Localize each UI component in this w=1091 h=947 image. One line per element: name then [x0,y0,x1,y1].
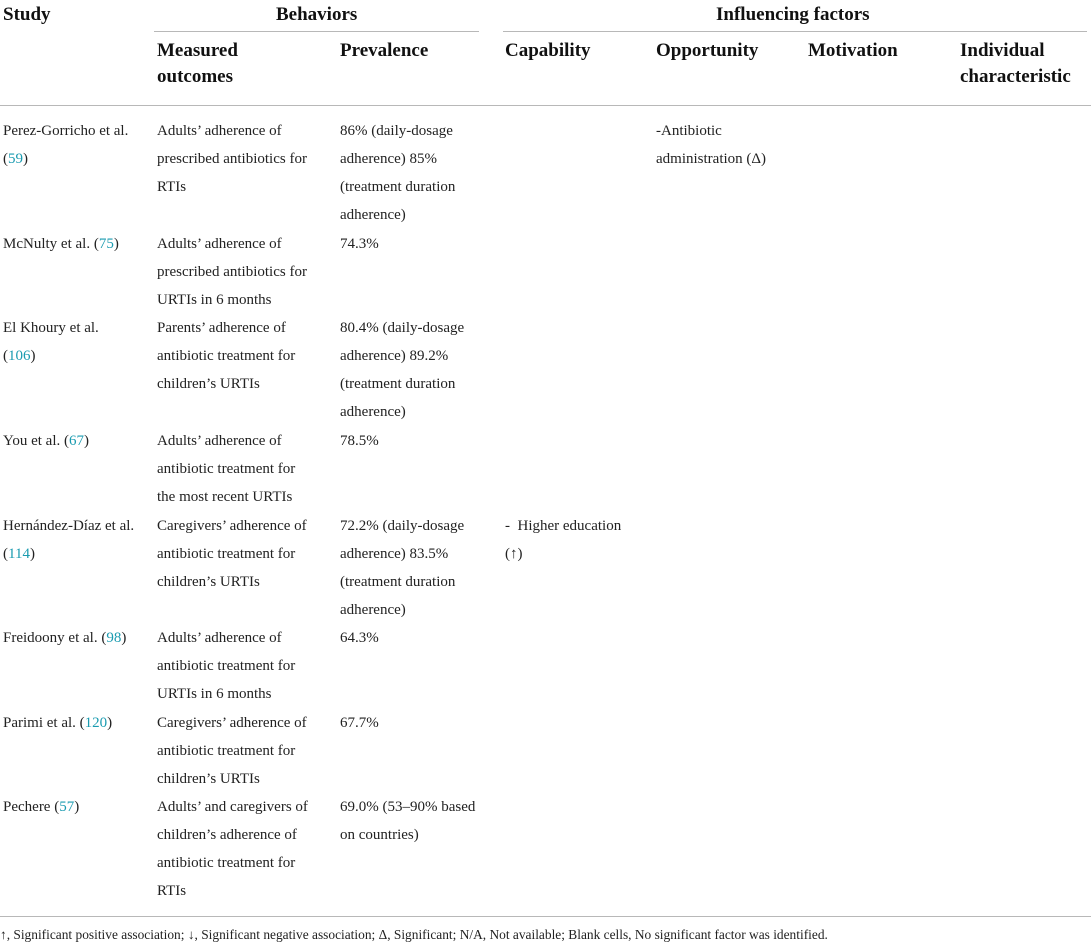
header-behaviors: Behaviors [276,4,358,25]
header-motivation: Motivation [808,40,898,61]
measured-outcome-cell: Adults’ adherence of prescribed antibiotics for URTIs in 6 months [157,236,307,308]
opportunity-cell: -Antibiotic administration (Δ) [656,123,767,167]
header-capability: Capability [505,40,591,61]
study-cell: Parimi et al. (120) [3,715,113,731]
header-study: Study [3,4,51,25]
reference-link[interactable]: 67 [68,433,84,449]
header-prevalence: Prevalence [340,40,429,61]
study-cell: Pechere (57) [3,799,80,815]
measured-outcome-cell: Adults’ adherence of prescribed antibiotics for RTIs [157,123,307,195]
prevalence-cell: 86% (daily-dosage adherence) 85% (treatment duration adherence) [340,123,456,223]
reference-link[interactable]: 98 [106,630,122,646]
measured-outcome-cell: Adults’ adherence of antibiotic treatment for the most recent URTIs [157,433,296,505]
reference-link[interactable]: 59 [8,151,23,167]
influencing-rule [503,31,1087,32]
capability-cell: - Higher education (↑) [505,518,625,562]
study-cell: Perez-Gorricho et al. (59) [3,123,129,167]
prevalence-cell: 67.7% [340,715,379,731]
reference-link[interactable]: 120 [84,715,108,731]
header-opportunity: Opportunity [656,40,759,61]
study-cell: You et al. (67) [3,433,89,449]
reference-link[interactable]: 114 [8,546,30,562]
header-measured-outcomes: Measured outcomes [157,40,238,87]
prevalence-cell: 72.2% (daily-dosage adherence) 83.5% (treatment duration adherence) [340,518,465,618]
measured-outcome-cell: Caregivers’ adherence of antibiotic treatment for children’s URTIs [157,518,307,590]
prevalence-cell: 69.0% (53–90% based on countries) [340,799,476,843]
prevalence-cell: 74.3% [340,236,379,252]
measured-outcome-cell: Caregivers’ adherence of antibiotic treatment for children’s URTIs [157,715,307,787]
reference-link[interactable]: 57 [59,799,75,815]
measured-outcome-cell: Adults’ and caregivers of children’s adherence of antibiotic treatment for RTIs [157,799,308,899]
header-individual-characteristic: Individual characteristic [960,40,1071,87]
header-rule [0,105,1091,106]
behaviors-rule [154,31,479,32]
prevalence-cell: 64.3% [340,630,379,646]
table-bottom-rule [0,916,1091,917]
header-influencing-factors: Influencing factors [716,4,870,25]
reference-link[interactable]: 75 [98,236,114,252]
table-footnote: ↑, Significant positive association; ↓, Significant negative association; Δ, Significant; N/A, Not available; Blank cells, No significant factor was identified. [0,927,828,942]
reference-link[interactable]: 106 [8,348,31,364]
study-cell: McNulty et al. (75) [3,236,119,252]
prevalence-cell: 78.5% [340,433,379,449]
study-cell: Freidoony et al. (98) [3,630,127,646]
study-cell: Hernández-Díaz et al. (114) [3,518,135,562]
study-cell: El Khoury et al. (106) [3,320,99,364]
measured-outcome-cell: Adults’ adherence of antibiotic treatment for URTIs in 6 months [157,630,296,702]
measured-outcome-cell: Parents’ adherence of antibiotic treatment for children’s URTIs [157,320,296,392]
prevalence-cell: 80.4% (daily-dosage adherence) 89.2% (treatment duration adherence) [340,320,465,420]
